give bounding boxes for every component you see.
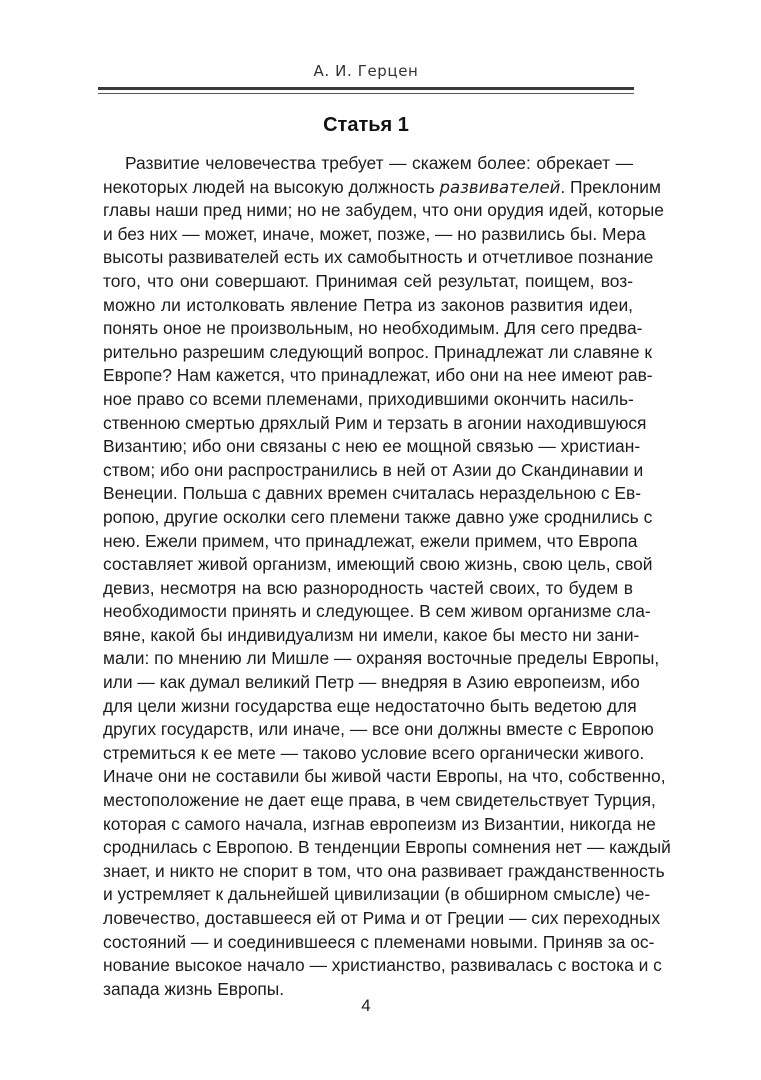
text-line: запада жизнь Европы. xyxy=(103,978,285,999)
text-line: необходимости принять и следующее. В сем живом организме сла- xyxy=(103,601,651,622)
text-line-tail: . Преклоним xyxy=(560,176,661,197)
text-line: ропою, другие осколки сего племени также давно уже сроднились с xyxy=(103,506,653,527)
text-line: сроднилась с Европою. В тенденции Европы сомнения нет — каждый xyxy=(103,837,671,858)
text-line: для цели жизни государства еще недостаточно быть ведетою для xyxy=(103,695,637,716)
italic-term: развивателей xyxy=(439,177,561,197)
text-line: Византию; ибо они связаны с нею ее мощной связью — христиан- xyxy=(103,436,641,457)
header-rule-thick xyxy=(98,87,634,90)
text-line: других государств, или иначе, — все они должны вместе с Европою xyxy=(103,719,654,740)
header-rule-thin xyxy=(98,93,634,94)
text-line: ловечество, доставшееся ей от Рима и от Греции — сих переходных xyxy=(103,908,661,928)
text-line: и устремляет к дальнейшей цивилизации (в обширном смысле) че- xyxy=(103,884,651,905)
text-line: ством; ибо они распространились в ней от Азии до Скандинавии и xyxy=(103,459,644,480)
text-line: высоты развивателей есть их самобытность и отчетливое познание xyxy=(103,247,654,268)
text-line: и без них — может, иначе, может, позже, — но развились бы. Мера xyxy=(103,223,646,244)
text-line: вяне, какой бы индивидуализм ни имели, какое бы место ни зани- xyxy=(103,624,640,645)
text-line: Европе? Нам кажется, что принадлежат, ибо они на нее имеют рав- xyxy=(103,365,653,386)
text-line: девиз, несмотря на всю разнородность частей своих, то будем в xyxy=(103,577,633,598)
text-line: знает, и никто не спорит в том, что она развивает гражданственность xyxy=(103,860,665,881)
text-line: составляет живой организм, имеющий свою жизнь, свою цель, свой xyxy=(103,554,653,575)
text-line xyxy=(103,176,661,200)
text-line: состояний — и соединившееся с племенами новыми. Приняв за ос- xyxy=(103,931,655,952)
text-line: рительно разрешим следующий вопрос. Принадлежат ли славяне к xyxy=(103,341,652,362)
text-line: того, что они совершают. Принимая сей результат, поищем, воз- xyxy=(103,270,633,291)
text-line: понять оное не произвольным, но необходимым. Для сего предва- xyxy=(103,318,643,339)
text-line: нею. Ежели примем, что принадлежат, ежели примем, что Европа xyxy=(103,530,638,551)
text-line: или — как думал великий Петр — внедряя в Азию европеизм, ибо xyxy=(103,672,640,693)
text-line: ное право со всеми племенами, приходившими окончить насиль- xyxy=(103,388,634,409)
text-line: Иначе они не составили бы живой части Европы, на что, собственно, xyxy=(103,766,666,787)
text-line: главы наши пред ними; но не забудем, что они орудия идей, которые xyxy=(103,200,664,221)
text-line: можно ли истолковать явление Петра из законов развития идеи, xyxy=(103,294,633,315)
text-line: местоположение не дает еще права, в чем свидетельствует Турция, xyxy=(103,790,656,811)
chapter-title: Статья 1 xyxy=(323,114,409,136)
text-line: Развитие человечества требует — скажем более: обрекает — xyxy=(125,153,633,173)
running-head: А. И. Герцен xyxy=(313,62,419,80)
text-line: Венеции. Польша с давних времен считалась нераздельною с Ев- xyxy=(103,483,642,504)
text-line: ственною смертью дряхлый Рим и терзать в агонии находившуюся xyxy=(103,412,647,433)
text-line: мали: по мнению ли Мишле — охраняя восточные пределы Европы, xyxy=(103,648,660,669)
text-line: которая с самого начала, изгнав европеизм из Византии, никогда не xyxy=(103,813,656,834)
article-body xyxy=(103,152,671,1001)
page-number: 4 xyxy=(361,996,371,1015)
text-line: стремиться к ее мете — таково условие всего органически живого. xyxy=(103,742,645,763)
text-line: нование высокое начало — христианство, развивалась с востока и с xyxy=(103,955,662,976)
text-line-head: некоторых людей на высокую должность xyxy=(103,176,440,197)
